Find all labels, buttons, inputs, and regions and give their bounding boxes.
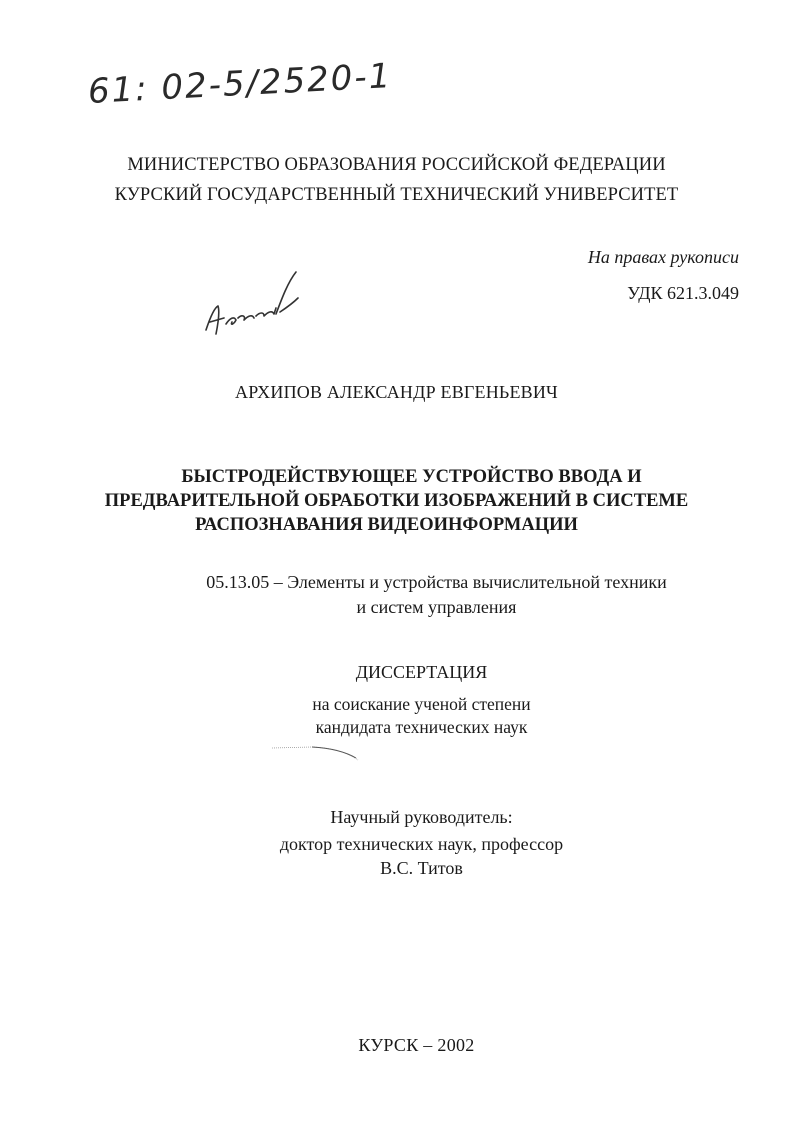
author-name: АРХИПОВ АЛЕКСАНДР ЕВГЕНЬЕВИЧ	[235, 382, 558, 402]
specialty-block	[0, 570, 793, 620]
ministry-block	[0, 150, 793, 210]
city-year: КУРСК – 2002	[358, 1035, 475, 1055]
degree-line-2: кандидата технических наук	[315, 717, 528, 737]
pen-stroke-icon	[272, 738, 372, 768]
advisor-name: В.С. Титов	[380, 858, 463, 878]
advisor-degree: доктор технических наук, профессор	[279, 834, 564, 854]
specialty-line-2: и систем управления	[356, 597, 517, 617]
degree-block	[0, 693, 793, 739]
specialty-line-1: 05.13.05 – Элементы и устройства вычислительной техники	[206, 572, 667, 592]
title-line-2: ПРЕДВАРИТЕЛЬНОЙ ОБРАБОТКИ ИЗОБРАЖЕНИЙ В СИСТЕМЕ	[104, 491, 689, 511]
handwritten-signature	[200, 268, 310, 353]
dissertation-heading: ДИССЕРТАЦИЯ	[355, 662, 488, 682]
advisor-label: Научный руководитель:	[330, 807, 513, 827]
degree-line-1: на соискание ученой степени	[312, 694, 531, 714]
university-name: КУРСКИЙ ГОСУДАРСТВЕННЫЙ ТЕХНИЧЕСКИЙ УНИВЕРСИТЕТ	[114, 185, 679, 205]
rights-note: На правах рукописи	[587, 247, 739, 267]
signature-text: Архипов	[200, 268, 204, 269]
ministry-name: МИНИСТЕРСТВО ОБРАЗОВАНИЯ РОССИЙСКОЙ ФЕДЕРАЦИИ	[127, 155, 666, 175]
dissertation-title	[0, 465, 793, 537]
pen-stroke-mark	[272, 738, 372, 773]
advisor-block	[0, 832, 793, 880]
udk-code: УДК 621.3.049	[627, 283, 739, 303]
title-line-3: РАСПОЗНАВАНИЯ ВИДЕОИНФОРМАЦИИ	[195, 515, 578, 535]
signature-icon	[200, 268, 310, 348]
title-line-1: БЫСТРОДЕЙСТВУЮЩЕЕ УСТРОЙСТВО ВВОДА И	[181, 467, 642, 487]
archive-code-handwritten: 61: 02-5/2520-1	[86, 56, 394, 112]
